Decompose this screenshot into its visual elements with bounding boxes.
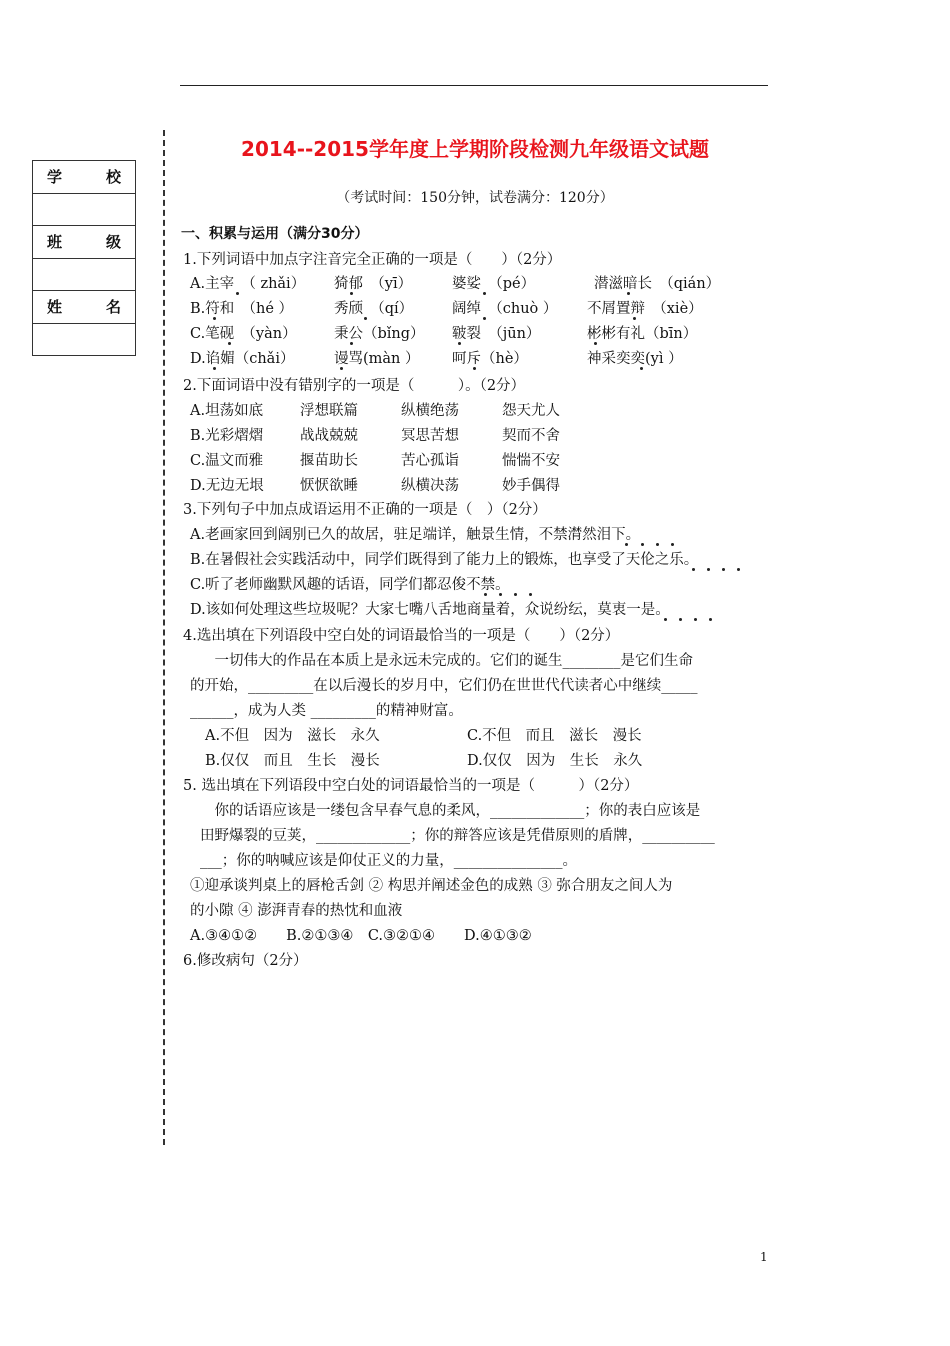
q4-option-c: C.不但 而且 滋长 漫长 bbox=[467, 728, 642, 744]
q2-option-c-4: 惴惴不安 bbox=[502, 453, 560, 469]
school-label: 学 校 bbox=[33, 161, 136, 194]
emphasis-dot bbox=[514, 593, 517, 596]
q1-option-d-1: D.谄媚（chǎi） bbox=[190, 351, 295, 367]
q5-passage-line-3: ___；你的呐喊应该是仰仗正义的力量，_______________。 bbox=[200, 853, 577, 869]
emphasis-dot bbox=[694, 618, 697, 621]
q2-option-a-3: 纵横绝荡 bbox=[401, 403, 459, 419]
emphasis-dot bbox=[671, 543, 674, 546]
emphasis-dot bbox=[340, 367, 343, 370]
exam-title: 2014--2015学年度上学期阶段检测九年级语文试题 bbox=[241, 137, 709, 161]
page-number: 1 bbox=[760, 1250, 768, 1264]
q2-option-b-4: 契而不舍 bbox=[502, 428, 560, 444]
q2-option-a-1: A.坦荡如底 bbox=[190, 403, 264, 419]
q2-option-a-2: 浮想联篇 bbox=[300, 403, 358, 419]
q4-passage-line-3: ______，成为人类 _________的精神财富。 bbox=[190, 703, 463, 719]
q4-option-a: A.不但 因为 滋长 永久 bbox=[205, 728, 380, 744]
emphasis-dot bbox=[625, 543, 628, 546]
emphasis-dot bbox=[499, 593, 502, 596]
q5-passage-line-1: 你的话语应该是一缕包含早春气息的柔风，_____________；你的表白应该是 bbox=[200, 803, 701, 819]
q1-option-d-4: 神采奕奕(yì ） bbox=[587, 351, 683, 367]
q2-option-d-1: D.无边无垠 bbox=[190, 478, 264, 494]
q2-option-c-3: 苦心孤诣 bbox=[401, 453, 459, 469]
q6-stem: 6.修改病句（2分） bbox=[183, 953, 308, 969]
emphasis-dot bbox=[640, 367, 643, 370]
emphasis-dot bbox=[473, 367, 476, 370]
emphasis-dot bbox=[709, 618, 712, 621]
q1-option-c-3: 皲裂 （jūn） bbox=[452, 326, 541, 342]
q4-option-b: B.仅仅 而且 生长 漫长 bbox=[205, 753, 380, 769]
class-label: 班 级 bbox=[33, 226, 136, 259]
emphasis-dot bbox=[213, 367, 216, 370]
emphasis-dot bbox=[633, 317, 636, 320]
q1-option-a-1: A.主宰 （ zhǎi） bbox=[190, 276, 306, 292]
q2-option-d-4: 妙手偶得 bbox=[502, 478, 560, 494]
q3-option-d: D.该如何处理这些垃圾呢？大家七嘴八舌地商量着，众说纷纭，莫衷一是。 bbox=[190, 602, 670, 618]
class-field[interactable] bbox=[33, 258, 136, 291]
q5-stem: 5. 选出填在下列语段中空白处的词语最恰当的一项是（ ）（2分） bbox=[183, 778, 639, 794]
emphasis-dot bbox=[627, 292, 630, 295]
binding-dashed-line bbox=[163, 130, 165, 1145]
q4-stem: 4.选出填在下列语段中空白处的词语最恰当的一项是（ ）（2分） bbox=[183, 628, 620, 644]
emphasis-dot bbox=[458, 342, 461, 345]
emphasis-dot bbox=[656, 543, 659, 546]
name-field[interactable] bbox=[33, 323, 136, 356]
q4-passage-line-1: 一切伟大的作品在本质上是永远未完成的。它们的诞生________是它们生命 bbox=[200, 653, 693, 669]
emphasis-dot bbox=[228, 342, 231, 345]
q2-option-b-3: 冥思苦想 bbox=[401, 428, 459, 444]
name-label: 姓 名 bbox=[33, 291, 136, 324]
emphasis-dot bbox=[236, 292, 239, 295]
q2-option-a-4: 怨天尤人 bbox=[502, 403, 560, 419]
q1-option-a-3: 婆娑 （pé） bbox=[452, 276, 536, 292]
emphasis-dot bbox=[641, 543, 644, 546]
q2-option-d-2: 恹恹欲睡 bbox=[300, 478, 358, 494]
emphasis-dot bbox=[483, 292, 486, 295]
q1-option-d-2: 谩骂(màn ） bbox=[334, 351, 420, 367]
q4-passage-line-2: 的开始，_________在以后漫长的岁月中，它们仍在世世代代读者心中继续_____ bbox=[190, 678, 698, 694]
q2-option-c-1: C.温文而雅 bbox=[190, 453, 264, 469]
q1-option-b-1: B.符和 （hé ） bbox=[190, 301, 294, 317]
q4-option-d: D.仅仅 因为 生长 永久 bbox=[467, 753, 643, 769]
q5-items-line-1: ①迎承谈判桌上的唇枪舌剑 ② 构思并阐述金色的成熟 ③ 弥合朋友之间人为 bbox=[190, 878, 673, 894]
q5-passage-line-2: 田野爆裂的豆荚，_____________；你的辩答应该是凭借原则的盾牌，__________ bbox=[200, 828, 715, 844]
q1-option-a-2: 猗郁 （yī） bbox=[334, 276, 413, 292]
q1-option-c-1: C.笔砚 （yàn） bbox=[190, 326, 297, 342]
emphasis-dot bbox=[594, 342, 597, 345]
q3-option-b: B.在暑假社会实践活动中，同学们既得到了能力上的锻炼，也享受了天伦之乐。 bbox=[190, 552, 699, 568]
emphasis-dot bbox=[692, 568, 695, 571]
emphasis-dot bbox=[350, 292, 353, 295]
emphasis-dot bbox=[364, 317, 367, 320]
q3-option-c: C.听了老师幽默风趣的话语，同学们都忍俊不禁。 bbox=[190, 577, 510, 593]
emphasis-dot bbox=[483, 317, 486, 320]
top-rule bbox=[180, 85, 768, 86]
q5-choices: A.③④①② B.②①③④ C.③②①④ D.④①③② bbox=[190, 928, 532, 944]
q2-option-b-1: B.光彩熠熠 bbox=[190, 428, 264, 444]
q1-option-b-4: 不屑置辩 （xiè） bbox=[587, 301, 703, 317]
q1-option-a-4: 潜滋暗长 （qián） bbox=[594, 276, 721, 292]
emphasis-dot bbox=[664, 618, 667, 621]
emphasis-dot bbox=[679, 618, 682, 621]
q3-option-a: A.老画家回到阔别已久的故居，驻足端详，触景生情，不禁潸然泪下。 bbox=[190, 527, 641, 543]
q1-option-c-4: 彬彬有礼（bīn） bbox=[587, 326, 698, 342]
emphasis-dot bbox=[213, 317, 216, 320]
q1-stem: 1.下列词语中加点字注音完全正确的一项是（ ）（2分） bbox=[183, 252, 562, 268]
q2-option-b-2: 战战兢兢 bbox=[300, 428, 358, 444]
q2-option-d-3: 纵横决荡 bbox=[401, 478, 459, 494]
emphasis-dot bbox=[722, 568, 725, 571]
section-heading: 一、积累与运用（满分30分） bbox=[181, 226, 369, 242]
emphasis-dot bbox=[737, 568, 740, 571]
q1-option-c-2: 秉公（bǐng） bbox=[334, 326, 425, 342]
q1-option-d-3: 呵斥（hè） bbox=[452, 351, 528, 367]
emphasis-dot bbox=[484, 593, 487, 596]
emphasis-dot bbox=[350, 342, 353, 345]
emphasis-dot bbox=[529, 593, 532, 596]
emphasis-dot bbox=[707, 568, 710, 571]
q3-stem: 3.下列句子中加点成语运用不正确的一项是（ ）（2分） bbox=[183, 502, 547, 518]
q5-items-line-2: 的小隙 ④ 澎湃青春的热忱和血液 bbox=[190, 903, 403, 919]
q1-option-b-2: 秀颀 （qí） bbox=[334, 301, 414, 317]
q1-option-b-3: 阔绰 （chuò ） bbox=[452, 301, 558, 317]
q2-option-c-2: 揠苗助长 bbox=[300, 453, 358, 469]
q2-stem: 2.下面词语中没有错别字的一项是（ ）。（2分） bbox=[183, 378, 526, 394]
exam-subtitle: （考试时间：150分钟，试卷满分：120分） bbox=[336, 190, 614, 206]
